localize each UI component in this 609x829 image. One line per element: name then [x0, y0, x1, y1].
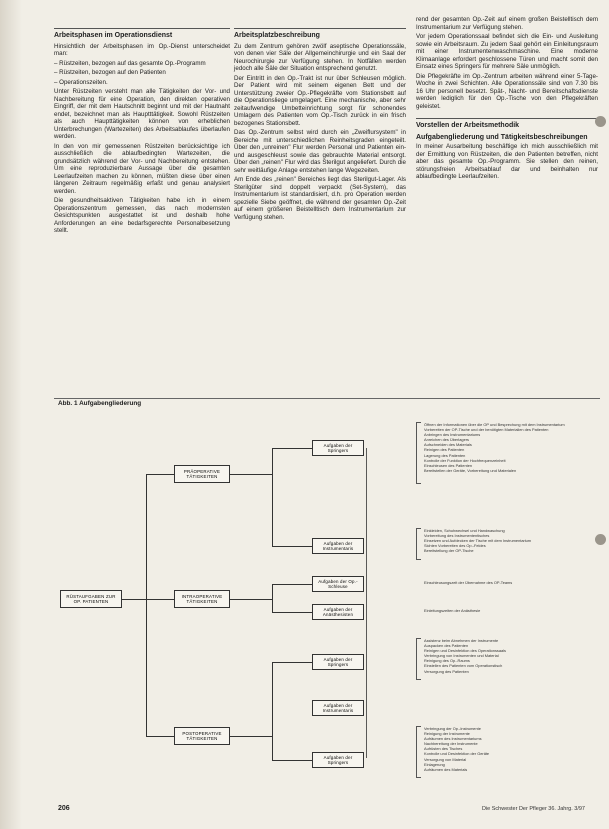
- subheading-aufgabengliederung: Aufgabengliederung und Tätigkeitsbeschreibungen: [416, 133, 588, 141]
- figure-label: Abb. 1 Aufgabengliederung: [58, 400, 142, 407]
- paragraph: Unter Rüstzeiten versteht man alle Tätigkeiten der Vor- und Nachbereitung für eine Operation, den direkten operativen Eingriff, der mit dem Hautschnitt beginnt und mit der Hautnaht endet, bezeichnet man als Hauptttätigkeit. Sowohl Rüstzeiten als auch Haupttätigkeiten können von erheblichen Unterbrechungen (Wartezeiten) des Arbeitsablaufes überlaufen werden.: [54, 88, 230, 140]
- task-item: Anreichen des Überlagers: [424, 437, 469, 443]
- connector: [272, 662, 273, 760]
- paragraph: Die Pflegekräfte im Op.-Zentrum arbeiten während einer 5-Tage-Woche in zwei Schichten. Alle Operationssäle sind von 7.30 bis 16 Uhr personell besetzt. Spät-, Nacht- und Bereitschaftsdienste werden lediglich für den Op.-Tische von den Pflegekräften geleistet.: [416, 72, 598, 110]
- task-item: Kontrolle der Funktion der Hochfrequenzeinheit: [424, 457, 506, 463]
- binder-hole-icon: [595, 116, 606, 127]
- page-binding-shadow: [0, 0, 22, 829]
- paragraph: – Rüstzeiten, bezogen auf das gesamte Op.-Programm: [54, 59, 206, 67]
- level2-box: Aufgaben der Op.-Schleuse: [312, 576, 364, 592]
- level2-box: Aufgaben der Instrumentaris: [312, 538, 364, 554]
- paragraph: Vor jedem Operationssaal befindet sich die Ein- und Ausleitung sowie ein Arbeitsraum. Zu jedem Saal gehört ein Einleitungsraum mit einer Instrumentenwaschmaschine. Eine moderne Klimaanlage erfordert geschlossene Türen und macht somit den Einsatz eines Springers für mehrere Säle unmöglich.: [416, 33, 598, 70]
- connector: [272, 448, 312, 449]
- journal-citation: Die Schwester Der Pfleger 36. Jahrg. 3/97: [481, 806, 585, 812]
- task-item: Einlagerung: [424, 761, 445, 767]
- task-item: Sichten Vorbereiten des Op.-Feldes: [424, 543, 486, 549]
- task-item: Einsetzen und Aufdecken der Tische mit dem Instrumentarium: [424, 538, 532, 544]
- task-item: Aufrüsten des Tisches: [424, 746, 463, 752]
- paragraph: rend der gesamten Op.-Zeit auf einem großen Beistelltisch dem Instrumentarium zur Verfügung stehen.: [416, 16, 598, 31]
- task-item: Verbringung von Instrumenten und Material: [424, 653, 499, 659]
- task-item: Nachbereitung der Instrumente: [424, 741, 478, 747]
- text-column-2: [234, 28, 406, 223]
- task-item: Aufräumen des Materials: [424, 766, 468, 772]
- task-item: Einschleusungszeit der Übernahme des OP-Teams: [424, 580, 513, 585]
- connector: [272, 584, 273, 612]
- task-item: Verbringung der Op.-Instrumente: [424, 726, 481, 731]
- connector: [272, 546, 312, 547]
- root-box: RÜSTAUFGABEN ZUR OP. PATIENTEN: [60, 590, 122, 608]
- task-list-2: [424, 580, 600, 585]
- level2-box: Aufgaben der Instrumentaris: [312, 700, 364, 716]
- connector: [272, 760, 312, 761]
- text-column-3: [416, 16, 598, 183]
- task-item: Einkleiden, Schuhwechsel und Handwaschung: [424, 528, 505, 533]
- task-item: Einschleusen des Patienten: [424, 462, 473, 468]
- task-item: Vorbereiten der OP-Tische und der benötigten Materialien des Patienten: [424, 427, 549, 433]
- level1-box-postoperativ: POSTOPERATIVE TÄTIGKEITEN: [174, 727, 230, 745]
- task-item: Einstellen des Patienten vom Operationstisch: [424, 663, 503, 669]
- task-list-5: [424, 726, 600, 772]
- paragraph: In den von mir gemessenen Rüstzeiten berücksichtige ich ausschließlich die ablaufbedingten Wartezeiten, die grundsätzlich während der Vor- und Nachbereitung entstehen. Um eine reproduzierbare Aussage über die gesamten Leerlaufzeiten machen zu können, müßten diese über einen längeren Zeitraum regelmäßig erfaßt und genau analysiert werden.: [54, 142, 230, 195]
- brace: [416, 638, 421, 680]
- connector: [272, 584, 312, 585]
- level1-box-praeoperativ: PRÄOPERATIVE TÄTIGKEITEN: [174, 465, 230, 483]
- connector: [230, 736, 272, 737]
- task-item: Reinigung des Op.-Raums: [424, 658, 470, 664]
- connector: [146, 599, 174, 600]
- task-item: Vorbereitung des Instrumententisches: [424, 533, 490, 539]
- task-item: Kontrolle und Desinfektion der Geräte: [424, 751, 490, 757]
- task-item: Versorgung von Material: [424, 756, 467, 762]
- section-heading-arbeitsplatz: Arbeitsplatzbeschreibung: [234, 28, 406, 40]
- page-number: 206: [58, 805, 70, 812]
- brace: [416, 422, 421, 484]
- task-item: Reinigen des Patienten: [424, 447, 465, 453]
- text-column-1: [54, 28, 230, 237]
- task-list-1: [424, 528, 600, 553]
- paragraph: Das Op.-Zentrum selbst wird durch ein „Zweiflursystem" in Bereiche mit unterschiedlichen Reinheitsgraden eingeteilt. Über den „unreinen" Flur werden Personal und Patienten ein- und ausgeschleust sowie das gebrauchte Material entsorgt. Über den „reinen" Flur wird das Sterilgut angeliefert. Durch die sehr weitläufige Anlage entstehen lange Wegezeiten.: [234, 129, 406, 174]
- task-item: Assistenz beim Abnehmen der Instrumente: [424, 638, 499, 643]
- brace: [416, 726, 421, 778]
- task-item: Auspacken des Patienten: [424, 643, 469, 649]
- task-item: Versorgung des Patienten: [424, 668, 469, 674]
- task-item: Reinigen und Desinfektion des Operationssaals: [424, 648, 506, 654]
- level2-box: Aufgaben der Springers: [312, 654, 364, 670]
- paragraph: Die gesundheitsaktiven Tätigkeiten habe ich in einem Operationszentrum gemessen, das nach modernsten Gesichtspunkten ausgestattet ist und deshalb hohe Anforderungen an eine bedarfsgerechte Personalbesetzung stellt.: [54, 197, 230, 234]
- paragraph: – Rüstzeiten, bezogen auf den Patienten: [54, 69, 166, 76]
- task-hierarchy-diagram: [54, 412, 602, 784]
- paragraph: Zu dem Zentrum gehören zwölf aseptische Operationssäle, von denen vier Säle der Allgemeinchirurgie und ein Saal der Neurochirurgie zur Verfügung stehen. In Notfällen werden jedoch alle Säle der Situation entsprechend genutzt.: [234, 42, 406, 72]
- paragraph: Hinsichtlich der Arbeitsphasen im Op.-Dienst unterscheidet man:: [54, 42, 230, 57]
- connector: [230, 599, 272, 600]
- task-list-0: [424, 422, 600, 473]
- level2-box: Aufgaben der Springers: [312, 752, 364, 768]
- task-item: Einleitungszeiten der Anästhesie: [424, 608, 481, 613]
- paragraph: Am Ende des „reinen" Bereiches liegt das Sterilgut-Lager. Als Sterilgüter sind doppelt verpackt (Set-System), das Instrumentarium ist standardisiert, d.h. pro Operation werden spezielle Siebe geöffnet, die während der gesamten Op.-Zeit auf einem größeren Beistelltisch dem Instrumentarium zur Verfügung stehen.: [234, 176, 406, 221]
- task-list-4: [424, 638, 600, 674]
- brace: [416, 528, 421, 560]
- connector: [146, 474, 147, 736]
- connector: [272, 662, 312, 663]
- connector: [146, 474, 174, 475]
- connector: [230, 474, 272, 475]
- section-heading-arbeitsphasen: Arbeitsphasen im Operationsdienst: [54, 28, 230, 40]
- level1-box-intraoperativ: INTRAOPERATIVE TÄTIGKEITEN: [174, 590, 230, 608]
- task-item: Aufschneiden des Materials: [424, 442, 472, 448]
- task-item: Bereitstellung der OP-Tische: [424, 548, 474, 554]
- paragraph: Der Eintritt in den Op.-Trakt ist nur über Schleusen möglich. Der Patient wird mit seinem eigenen Bett und der Unterstützung zweier Op.-Pflegekräfte vom Stationsbett auf die Operationsliege umgelagert. Eine mechanische, aber sehr zeitaufwendige Umbetteinrichtung sorgt für schonendes Umlagern des Patienten vom Op.-Tisch zurück in ein frisch bezogenes Stationsbett.: [234, 74, 406, 127]
- task-item: Lagerung des Patienten: [424, 452, 466, 458]
- paragraph: – Operationszeiten.: [54, 78, 108, 86]
- task-item: Reinigung der Instrumente: [424, 731, 470, 737]
- level2-box: Aufgaben der Springers: [312, 440, 364, 456]
- connector: [122, 599, 146, 600]
- connector: [272, 448, 273, 546]
- task-list-3: [424, 608, 600, 613]
- level2-box: Aufgaben der Anästhesisten: [312, 604, 364, 620]
- connector: [146, 736, 174, 737]
- paragraph: In meiner Ausarbeitung beschäftige ich mich ausschließlich mit der Ermittlung von Rüstzeiten, die den Patienten betreffen, nicht aber das gesamte Op.-Programm. Sie stellen den reinen, störungsfreien Arbeitsablauf dar und beinhalten nur ablaufbedingte Leerlaufzeiten.: [416, 143, 598, 180]
- task-item: Aufräumen des Instrumentariums: [424, 736, 482, 742]
- binder-hole-icon: [595, 534, 606, 545]
- connector: [366, 448, 367, 758]
- section-heading-arbeitsmethodik: Vorstellen der Arbeitsmethodik: [416, 118, 598, 130]
- figure-rule: [54, 398, 600, 399]
- task-item: Öffnen der Informationen über die OP und Besprechung mit dem Instrumentarium: [424, 422, 565, 427]
- task-item: Bereitstellen der Geräte, Vorbereitung und Materialen: [424, 467, 517, 473]
- task-item: Anbringen des Instrumentariums: [424, 432, 481, 438]
- connector: [272, 612, 312, 613]
